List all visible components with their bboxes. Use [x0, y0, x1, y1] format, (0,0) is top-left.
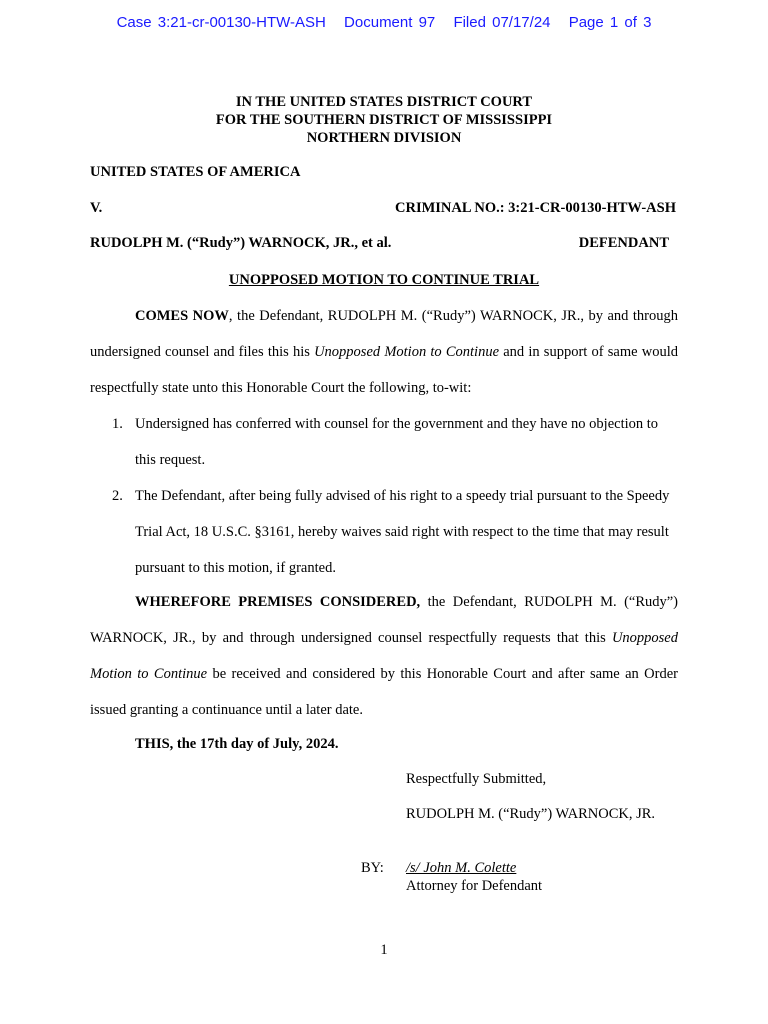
wherefore-text-1: the Defendant, RUDOLPH M. (“Rudy”) WARNOCK, JR., by and through undersigned counsel respectfully requests that this [90, 594, 679, 646]
wherefore-lead: WHEREFORE PREMISES CONSIDERED, [135, 594, 421, 610]
date-line: THIS, the 17th day of July, 2024. [135, 736, 339, 752]
court-line-1: IN THE UNITED STATES DISTRICT COURT [235, 94, 533, 110]
intro-text-2: and in support of same would respectfully state unto this Honorable Court the following, to-wit: [90, 344, 678, 396]
motion-title: UNOPPOSED MOTION TO CONTINUE TRIAL [228, 272, 540, 288]
list-item [90, 478, 678, 586]
versus-label: V. [90, 200, 103, 216]
by-label: BY: [361, 860, 384, 876]
case-header-stamp [0, 14, 768, 31]
list-item-number: 1. [112, 416, 123, 432]
list-item-text: The Defendant, after being fully advised of his right to a speedy trial pursuant to the Speedy Trial Act, 18 U.S.C. §3161, hereby waives said right with respect to the time that may result pursuant to this motion, if granted. [135, 488, 670, 576]
list-item-text: Undersigned has conferred with counsel for the government and they have no objection to this request. [135, 416, 659, 468]
page-count: Page 1 of 3 [568, 14, 652, 31]
filed-date: Filed 07/17/24 [453, 14, 551, 31]
case-number: Case 3:21-cr-00130-HTW-ASH [116, 14, 326, 31]
court-line-2: FOR THE SOUTHERN DISTRICT OF MISSISSIPPI [215, 112, 553, 128]
wherefore-text-2: be received and considered by this Honorable Court and after same an Order issued granting a continuance until a later date. [90, 666, 678, 718]
defendant-name: RUDOLPH M. (“Rudy”) WARNOCK, JR., et al. [90, 235, 392, 251]
numbered-list [90, 406, 678, 586]
signature-closing: Respectfully Submitted, [406, 771, 547, 787]
defendant-label: DEFENDANT [578, 235, 669, 251]
plaintiff-name: UNITED STATES OF AMERICA [90, 164, 301, 180]
intro-paragraph [90, 298, 678, 406]
page-number: 1 [380, 942, 388, 958]
court-heading [0, 93, 768, 147]
document-number: Document 97 [344, 14, 436, 31]
signature-client-name: RUDOLPH M. (“Rudy”) WARNOCK, JR. [406, 806, 656, 822]
intro-italic: Unopposed Motion to Continue [314, 344, 500, 360]
list-item-number: 2. [112, 488, 123, 504]
criminal-number: CRIMINAL NO.: 3:21-CR-00130-HTW-ASH [395, 200, 676, 216]
signature-role: Attorney for Defendant [406, 878, 543, 894]
signature-line: /s/ John M. Colette [406, 860, 517, 876]
intro-lead: COMES NOW [135, 308, 229, 324]
wherefore-paragraph [90, 584, 678, 728]
court-line-3: NORTHERN DIVISION [306, 130, 462, 146]
list-item [90, 406, 678, 478]
intro-text-1: , the Defendant, RUDOLPH M. (“Rudy”) WARNOCK, JR., by and through undersigned counsel and files this his [90, 308, 678, 360]
wherefore-italic: Unopposed Motion to Continue [90, 630, 678, 682]
